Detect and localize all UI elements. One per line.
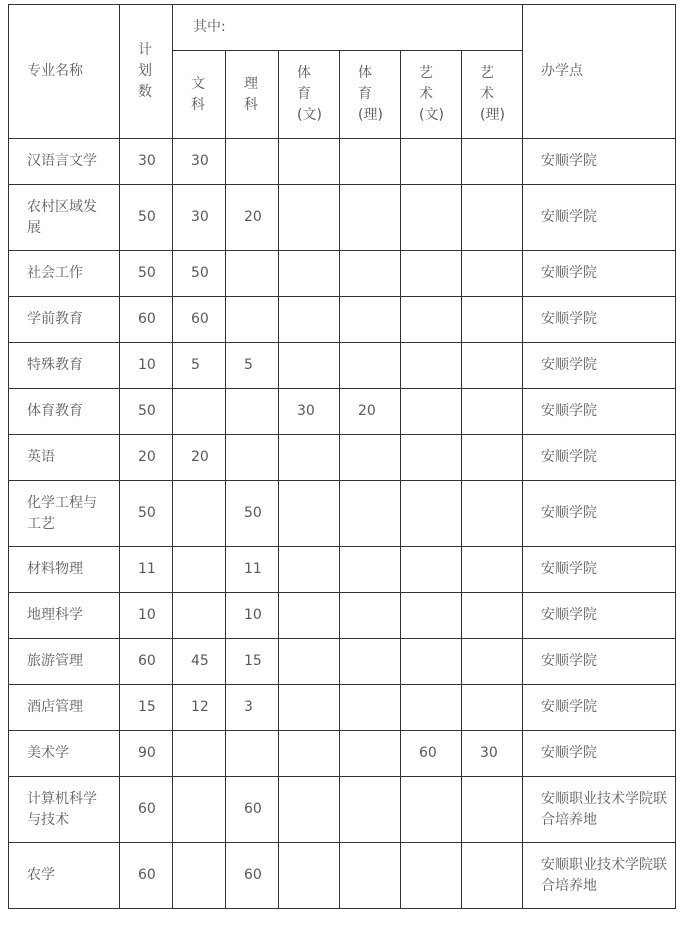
tiwen-cell: 30 <box>279 389 340 435</box>
header-yiwen <box>401 51 462 139</box>
school-site-cell: 安顺学院 <box>523 297 676 343</box>
table-row <box>9 843 676 909</box>
yili-cell <box>462 389 523 435</box>
header-tiwen <box>279 51 340 139</box>
yiwen-cell <box>401 139 462 185</box>
plan-cell: 60 <box>120 777 173 843</box>
major-name-cell: 旅游管理 <box>9 639 120 685</box>
wen-cell <box>173 731 226 777</box>
major-name-cell: 农学 <box>9 843 120 909</box>
plan-cell: 60 <box>120 843 173 909</box>
major-name-cell: 特殊教育 <box>9 343 120 389</box>
wen-cell <box>173 481 226 547</box>
major-name-cell: 化学工程与工艺 <box>9 481 120 547</box>
yiwen-cell <box>401 389 462 435</box>
major-name-cell: 材料物理 <box>9 547 120 593</box>
header-tiwen-char-1: 体 <box>297 65 311 81</box>
yili-cell <box>462 481 523 547</box>
li-cell: 10 <box>226 593 279 639</box>
school-site-cell: 安顺学院 <box>523 343 676 389</box>
wen-cell: 30 <box>173 139 226 185</box>
plan-cell: 30 <box>120 139 173 185</box>
school-site-cell: 安顺学院 <box>523 251 676 297</box>
header-plan-char-2: 划 <box>138 63 152 79</box>
yiwen-cell: 60 <box>401 731 462 777</box>
tili-cell <box>340 777 401 843</box>
table-row <box>9 731 676 777</box>
school-site-cell: 安顺学院 <box>523 435 676 481</box>
table-row <box>9 389 676 435</box>
plan-cell: 11 <box>120 547 173 593</box>
yili-cell <box>462 639 523 685</box>
tili-cell <box>340 435 401 481</box>
yiwen-cell <box>401 297 462 343</box>
tiwen-cell <box>279 185 340 251</box>
yili-cell <box>462 593 523 639</box>
major-name-cell: 英语 <box>9 435 120 481</box>
header-plan-char-1: 计 <box>138 42 152 58</box>
yiwen-cell <box>401 343 462 389</box>
table-row <box>9 139 676 185</box>
plan-cell: 50 <box>120 389 173 435</box>
li-cell: 3 <box>226 685 279 731</box>
major-name-cell: 学前教育 <box>9 297 120 343</box>
school-site-cell: 安顺学院 <box>523 593 676 639</box>
header-yili <box>462 51 523 139</box>
table-row <box>9 639 676 685</box>
li-cell <box>226 389 279 435</box>
tili-cell <box>340 639 401 685</box>
plan-cell: 90 <box>120 731 173 777</box>
li-cell: 15 <box>226 639 279 685</box>
li-cell: 60 <box>226 777 279 843</box>
wen-cell: 12 <box>173 685 226 731</box>
yili-cell <box>462 547 523 593</box>
table-row <box>9 185 676 251</box>
enrollment-plan-table <box>8 4 676 909</box>
header-li-char-2: 科 <box>244 96 258 113</box>
wen-cell: 30 <box>173 185 226 251</box>
school-site-cell: 安顺学院 <box>523 731 676 777</box>
yili-cell <box>462 139 523 185</box>
yili-cell <box>462 251 523 297</box>
header-tili-char-1: 体 <box>358 65 372 81</box>
school-site-cell: 安顺职业技术学院联合培养地 <box>523 777 676 843</box>
wen-cell: 50 <box>173 251 226 297</box>
plan-cell: 50 <box>120 251 173 297</box>
tili-cell <box>340 593 401 639</box>
li-cell <box>226 435 279 481</box>
tiwen-cell <box>279 481 340 547</box>
tiwen-cell <box>279 547 340 593</box>
li-cell: 11 <box>226 547 279 593</box>
major-name-cell: 社会工作 <box>9 251 120 297</box>
header-li <box>226 51 279 139</box>
header-yili-char-3: (理) <box>480 107 505 123</box>
wen-cell <box>173 777 226 843</box>
tili-cell <box>340 685 401 731</box>
tiwen-cell <box>279 639 340 685</box>
header-tili <box>340 51 401 139</box>
yili-cell: 30 <box>462 731 523 777</box>
tiwen-cell <box>279 139 340 185</box>
header-yili-char-1: 艺 <box>480 65 494 81</box>
header-major-name <box>9 5 120 139</box>
school-site-cell: 安顺学院 <box>523 139 676 185</box>
header-wen <box>173 51 226 139</box>
li-cell <box>226 297 279 343</box>
table-row <box>9 297 676 343</box>
wen-cell <box>173 389 226 435</box>
wen-cell <box>173 843 226 909</box>
tili-cell <box>340 731 401 777</box>
table-row <box>9 435 676 481</box>
yiwen-cell <box>401 481 462 547</box>
tili-cell <box>340 343 401 389</box>
tili-cell <box>340 843 401 909</box>
tili-cell: 20 <box>340 389 401 435</box>
plan-cell: 10 <box>120 593 173 639</box>
yili-cell <box>462 185 523 251</box>
school-site-cell: 安顺职业技术学院联合培养地 <box>523 843 676 909</box>
table-row <box>9 251 676 297</box>
major-name-cell: 汉语言文学 <box>9 139 120 185</box>
header-plan-char-3: 数 <box>138 84 152 100</box>
header-tiwen-char-2: 育 <box>297 86 311 102</box>
tiwen-cell <box>279 685 340 731</box>
header-tili-char-3: (理) <box>358 107 383 123</box>
tiwen-cell <box>279 251 340 297</box>
major-name-cell: 农村区域发展 <box>9 185 120 251</box>
header-yiwen-char-3: (文) <box>419 107 444 123</box>
school-site-cell: 安顺学院 <box>523 481 676 547</box>
table-row <box>9 481 676 547</box>
plan-cell: 20 <box>120 435 173 481</box>
school-site-cell: 安顺学院 <box>523 185 676 251</box>
yiwen-cell <box>401 639 462 685</box>
major-name-cell: 酒店管理 <box>9 685 120 731</box>
tiwen-cell <box>279 731 340 777</box>
plan-cell: 15 <box>120 685 173 731</box>
tili-cell <box>340 547 401 593</box>
school-site-cell: 安顺学院 <box>523 389 676 435</box>
yiwen-cell <box>401 843 462 909</box>
plan-cell: 50 <box>120 481 173 547</box>
header-plan-count <box>120 5 173 139</box>
header-of-which <box>173 5 523 51</box>
header-wen-char-2: 科 <box>191 96 205 113</box>
tili-cell <box>340 481 401 547</box>
table-row <box>9 343 676 389</box>
header-wen-char-1: 文 <box>191 75 205 92</box>
wen-cell: 60 <box>173 297 226 343</box>
plan-cell: 60 <box>120 297 173 343</box>
table-row <box>9 593 676 639</box>
yiwen-cell <box>401 547 462 593</box>
wen-cell: 45 <box>173 639 226 685</box>
plan-cell: 10 <box>120 343 173 389</box>
header-yili-char-2: 术 <box>480 86 494 102</box>
tiwen-cell <box>279 843 340 909</box>
header-school-site <box>523 5 676 139</box>
school-site-cell: 安顺学院 <box>523 547 676 593</box>
yili-cell <box>462 297 523 343</box>
tiwen-cell <box>279 593 340 639</box>
major-name-cell: 体育教育 <box>9 389 120 435</box>
yili-cell <box>462 777 523 843</box>
yiwen-cell <box>401 435 462 481</box>
li-cell: 60 <box>226 843 279 909</box>
plan-cell: 50 <box>120 185 173 251</box>
yiwen-cell <box>401 685 462 731</box>
header-school-site-label: 办学点 <box>541 63 583 79</box>
table-row <box>9 777 676 843</box>
wen-cell <box>173 593 226 639</box>
header-yiwen-char-1: 艺 <box>419 65 433 81</box>
yiwen-cell <box>401 593 462 639</box>
yili-cell <box>462 435 523 481</box>
school-site-cell: 安顺学院 <box>523 639 676 685</box>
li-cell <box>226 139 279 185</box>
li-cell: 5 <box>226 343 279 389</box>
tili-cell <box>340 185 401 251</box>
yili-cell <box>462 843 523 909</box>
tiwen-cell <box>279 777 340 843</box>
li-cell: 20 <box>226 185 279 251</box>
header-tili-char-2: 育 <box>358 86 372 102</box>
header-yiwen-char-2: 术 <box>419 86 433 102</box>
li-cell <box>226 251 279 297</box>
tiwen-cell <box>279 343 340 389</box>
header-major-name-label: 专业名称 <box>27 63 83 79</box>
table-row <box>9 685 676 731</box>
school-site-cell: 安顺学院 <box>523 685 676 731</box>
wen-cell <box>173 547 226 593</box>
yiwen-cell <box>401 777 462 843</box>
yiwen-cell <box>401 185 462 251</box>
tili-cell <box>340 297 401 343</box>
wen-cell: 5 <box>173 343 226 389</box>
tili-cell <box>340 139 401 185</box>
table-row <box>9 547 676 593</box>
yili-cell <box>462 685 523 731</box>
header-row-top <box>9 5 676 51</box>
table-body <box>9 5 676 909</box>
tiwen-cell <box>279 297 340 343</box>
major-name-cell: 计算机科学与技术 <box>9 777 120 843</box>
major-name-cell: 美术学 <box>9 731 120 777</box>
plan-cell: 60 <box>120 639 173 685</box>
li-cell <box>226 731 279 777</box>
header-tiwen-char-3: (文) <box>297 107 322 123</box>
header-of-which-label: 其中: <box>193 19 226 35</box>
tiwen-cell <box>279 435 340 481</box>
yili-cell <box>462 343 523 389</box>
wen-cell: 20 <box>173 435 226 481</box>
li-cell: 50 <box>226 481 279 547</box>
major-name-cell: 地理科学 <box>9 593 120 639</box>
header-li-char-1: 理 <box>244 75 258 92</box>
yiwen-cell <box>401 251 462 297</box>
tili-cell <box>340 251 401 297</box>
